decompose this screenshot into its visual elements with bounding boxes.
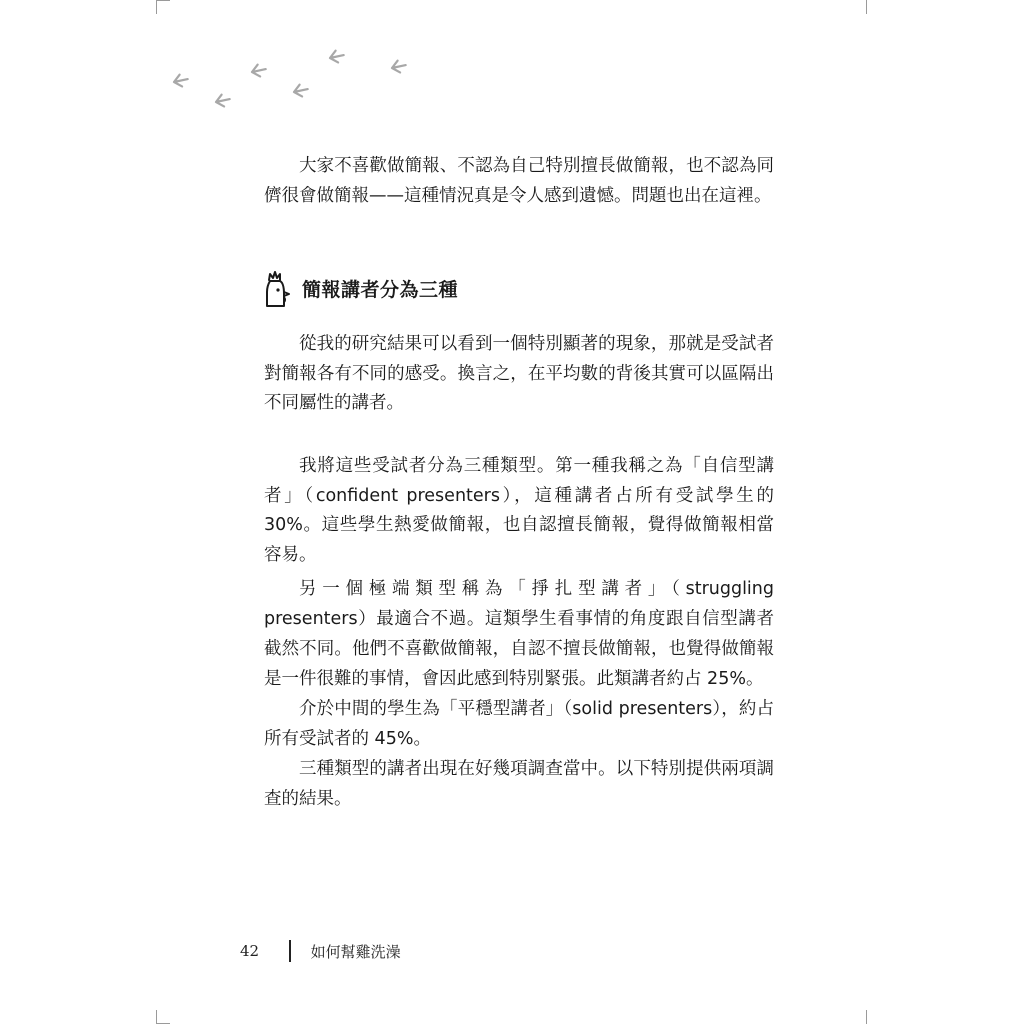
survey-results-paragraph: 三種類型的講者出現在好幾項調查當中。以下特別提供兩項調查的結果。	[264, 759, 774, 809]
book-title: 如何幫雞洗澡	[310, 942, 401, 961]
crop-mark-top-left-vertical	[156, 0, 157, 14]
chicken-icon	[262, 268, 292, 308]
footprint-arrows-decoration	[160, 48, 420, 112]
section-heading-title: 簡報講者分為三種	[302, 278, 459, 301]
solid-presenters-paragraph: 介於中間的學生為「平穩型講者」（solid presenters），約占所有受試者的 45%。	[264, 699, 774, 749]
section-heading	[262, 268, 458, 308]
crop-mark-bottom-left-vertical	[156, 1010, 157, 1024]
research-paragraph: 從我的研究結果可以看到一個特別顯著的現象，那就是受試者對簡報各有不同的感受。換言之，在平均數的背後其實可以區隔出不同屬性的講者。	[264, 334, 774, 414]
confident-presenters-paragraph: 我將這些受試者分為三種類型。第一種我稱之為「自信型講者」（confident presenters），這種講者占所有受試學生的 30%。這些學生熱愛做簡報，也自認擅長簡報，覺得做簡報相當容易。	[264, 456, 774, 565]
crop-mark-top-left-horizontal	[156, 0, 170, 1]
page-footer	[240, 938, 401, 964]
footer-divider	[289, 940, 291, 962]
page-number: 42	[240, 942, 260, 960]
intro-paragraph: 大家不喜歡做簡報、不認為自己特別擅長做簡報，也不認為同儕很會做簡報——這種情況真是令人感到遺憾。問題也出在這裡。	[264, 156, 774, 206]
crop-mark-top-right-vertical	[866, 0, 867, 14]
crop-mark-bottom-right-vertical	[866, 1010, 867, 1024]
struggling-presenters-paragraph: 另一個極端類型稱為「掙扎型講者」（struggling presenters）最適合不過。這類學生看事情的角度跟自信型講者截然不同。他們不喜歡做簡報，自認不擅長做簡報，也覺得做簡報是一件很難的事情，會因此感到特別緊張。此類講者約占 25%。	[264, 579, 774, 689]
